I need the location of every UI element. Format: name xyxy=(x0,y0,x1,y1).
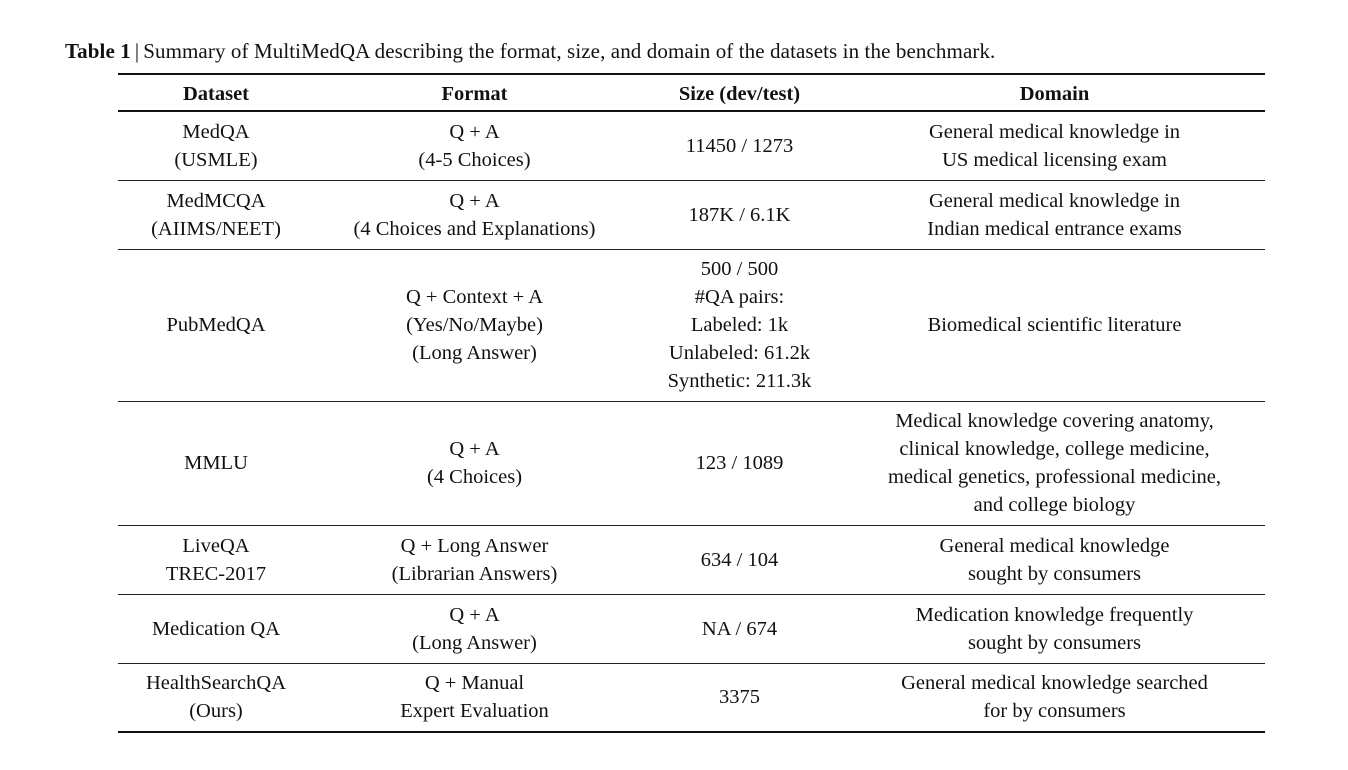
cell-domain xyxy=(844,111,1265,180)
cell-line: TREC-2017 xyxy=(165,562,267,585)
cell-line: (Librarian Answers) xyxy=(391,562,558,585)
cell-domain xyxy=(844,401,1265,525)
cell-line: sought by consumers xyxy=(967,562,1142,585)
cell-line: (Long Answer) xyxy=(412,631,537,654)
cell-line: US medical licensing exam xyxy=(942,148,1167,171)
cell-line: Q + A xyxy=(449,438,500,460)
cell-size xyxy=(635,525,844,594)
cell-line: Labeled: 1k xyxy=(690,314,789,336)
table-row xyxy=(118,594,1265,663)
cell-dataset xyxy=(118,663,314,732)
cell-line: Unlabeled: 61.2k xyxy=(668,342,811,364)
cell-format xyxy=(314,111,635,180)
cell-domain xyxy=(844,594,1265,663)
cell-line: NA / 674 xyxy=(701,617,778,640)
cell-size xyxy=(635,180,844,249)
cell-line: MedQA xyxy=(182,120,250,143)
cell-line: Q + A xyxy=(449,189,500,212)
cell-line: and college biology xyxy=(973,494,1136,516)
cell-line: 634 / 104 xyxy=(700,548,779,571)
cell-line: Expert Evaluation xyxy=(400,700,549,723)
cell-line: (AIIMS/NEET) xyxy=(151,217,281,240)
cell-line: 500 / 500 xyxy=(700,258,779,280)
cell-line: 187K / 6.1K xyxy=(688,203,791,226)
cell-size xyxy=(635,663,844,732)
cell-line: (4 Choices and Explanations) xyxy=(353,217,596,240)
cell-line: (Ours) xyxy=(189,700,243,723)
table-caption xyxy=(65,38,995,64)
cell-dataset xyxy=(118,249,314,401)
cell-line: Indian medical entrance exams xyxy=(927,217,1182,240)
cell-line: (Yes/No/Maybe) xyxy=(406,314,543,336)
cell-format xyxy=(314,525,635,594)
cell-line: (Long Answer) xyxy=(412,342,537,364)
cell-dataset xyxy=(118,111,314,180)
cell-line: General medical knowledge xyxy=(939,534,1170,557)
cell-line: 123 / 1089 xyxy=(695,452,784,474)
cell-size xyxy=(635,111,844,180)
cell-line: for by consumers xyxy=(983,700,1126,723)
cell-dataset xyxy=(118,401,314,525)
cell-format xyxy=(314,401,635,525)
cell-line: General medical knowledge in xyxy=(928,189,1181,212)
cell-line: 3375 xyxy=(719,686,760,709)
cell-format xyxy=(314,663,635,732)
cell-line: Q + Manual xyxy=(424,672,525,695)
cell-line: MMLU xyxy=(184,452,248,474)
caption-label: Table 1 xyxy=(65,39,131,63)
cell-format xyxy=(314,180,635,249)
table-row xyxy=(118,249,1265,401)
cell-dataset xyxy=(118,594,314,663)
cell-dataset xyxy=(118,525,314,594)
cell-line: General medical knowledge searched xyxy=(901,672,1208,695)
cell-line: (4-5 Choices) xyxy=(418,148,531,171)
cell-domain xyxy=(844,663,1265,732)
cell-line: HealthSearchQA xyxy=(145,672,287,695)
cell-line: General medical knowledge in xyxy=(928,120,1181,143)
header-format: Format xyxy=(441,82,508,105)
table-row xyxy=(118,111,1265,180)
cell-line: Medication knowledge frequently xyxy=(915,603,1194,626)
cell-line: (USMLE) xyxy=(174,148,258,171)
cell-line: Biomedical scientific literature xyxy=(927,314,1182,336)
cell-line: clinical knowledge, college medicine, xyxy=(899,438,1210,460)
caption-text: Summary of MultiMedQA describing the format, size, and domain of the datasets in the benchmark. xyxy=(143,39,996,63)
header-domain: Domain xyxy=(1019,82,1090,105)
cell-size xyxy=(635,594,844,663)
table-row xyxy=(118,401,1265,525)
cell-line: Q + A xyxy=(449,603,500,626)
cell-line: Medical knowledge covering anatomy, xyxy=(895,410,1214,432)
cell-line: MedMCQA xyxy=(166,189,266,212)
cell-size xyxy=(635,249,844,401)
header-size: Size (dev/test) xyxy=(678,82,801,105)
cell-format xyxy=(314,594,635,663)
cell-domain xyxy=(844,180,1265,249)
cell-line: 11450 / 1273 xyxy=(685,134,794,157)
cell-line: medical genetics, professional medicine, xyxy=(887,466,1221,488)
cell-domain xyxy=(844,249,1265,401)
cell-line: sought by consumers xyxy=(967,631,1142,654)
cell-domain xyxy=(844,525,1265,594)
table-row xyxy=(118,180,1265,249)
cell-format xyxy=(314,249,635,401)
multimedqa-table xyxy=(118,73,1265,733)
cell-size xyxy=(635,401,844,525)
header-row xyxy=(118,74,1265,111)
table-row xyxy=(118,663,1265,732)
header-dataset: Dataset xyxy=(182,82,250,105)
cell-line: Q + Context + A xyxy=(405,286,543,308)
cell-line: Q + A xyxy=(449,120,500,143)
cell-line: Q + Long Answer xyxy=(400,534,549,557)
table-body xyxy=(118,111,1265,732)
table-row xyxy=(118,525,1265,594)
cell-line: Medication QA xyxy=(151,617,281,640)
caption-separator: | xyxy=(134,39,140,63)
cell-line: (4 Choices) xyxy=(426,466,523,488)
cell-line: Synthetic: 211.3k xyxy=(667,370,812,392)
cell-line: #QA pairs: xyxy=(694,286,785,308)
cell-dataset xyxy=(118,180,314,249)
cell-line: PubMedQA xyxy=(166,314,266,336)
cell-line: LiveQA xyxy=(182,534,250,557)
